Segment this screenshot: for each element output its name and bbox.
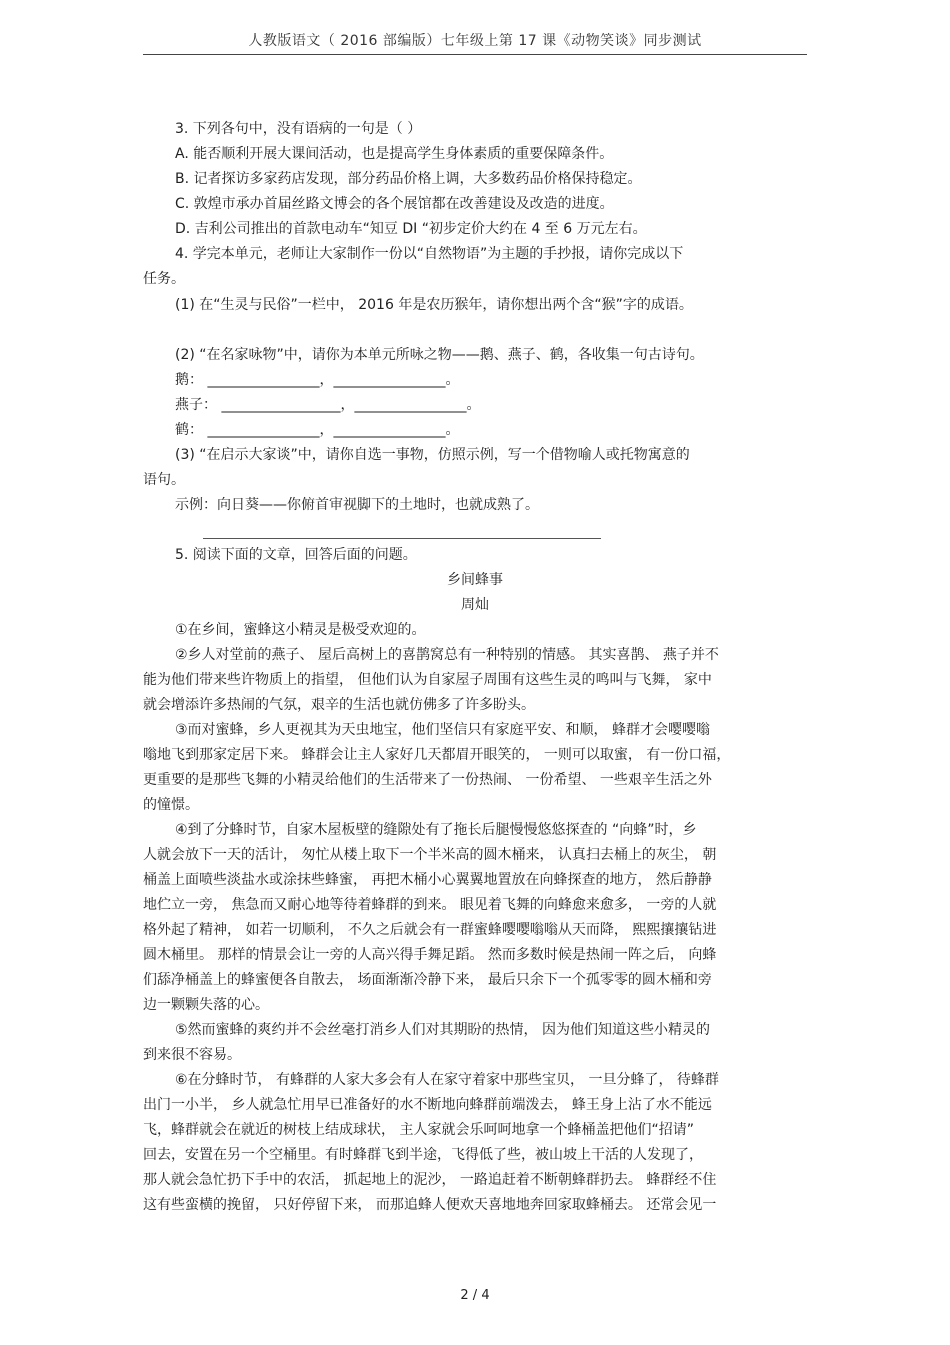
example-line: 示例：向日葵——你俯首审视脚下的土地时，也就成熟了。 bbox=[175, 497, 539, 513]
blank-swallow: 燕子： _________________，________________。 bbox=[175, 397, 481, 413]
paragraph-line: ⑥在分蜂时节， 有蜂群的人家大多会有人在家守着家中那些宝贝， 一旦分蜂了， 待蜂群 bbox=[175, 1072, 719, 1088]
paragraph-line: 格外起了精神， 如若一切顺利， 不久之后就会有一群蜜蜂嘤嘤嗡嗡从天而降， 熙熙攘攘钻进 bbox=[143, 922, 717, 938]
page-number: 2 / 4 bbox=[460, 1288, 490, 1303]
paragraph-line: 能为他们带来些许物质上的指望， 但他们认为自家屋子周围有这些生灵的鸣叫与飞舞， 家中 bbox=[143, 672, 712, 688]
blank-crane: 鹤： ________________，________________。 bbox=[175, 422, 460, 438]
paragraph-line: 的憧憬。 bbox=[143, 797, 199, 813]
paragraph-line: ①在乡间，蜜蜂这小精灵是极受欢迎的。 bbox=[175, 622, 426, 638]
article-title: 乡间蜂事 bbox=[447, 572, 503, 588]
paragraph-line: 到来很不容易。 bbox=[143, 1047, 241, 1063]
paragraph-line: 地伫立一旁， 焦急而又耐心地等待着蜂群的到来。 眼见着飞舞的向蜂愈来愈多， 一旁的人就 bbox=[143, 897, 717, 913]
task-2: (2) “在名家咏物”中，请你为本单元所咏之物——鹅、燕子、鹤，各收集一句古诗句。 bbox=[175, 347, 704, 363]
option-a: A. 能否顺利开展大课间活动，也是提高学生身体素质的重要保障条件。 bbox=[175, 146, 614, 162]
paragraph-line: 嗡地飞到那家定居下来。 蜂群会让主人家好几天都眉开眼笑的， 一则可以取蜜， 有一份口福， bbox=[143, 747, 731, 763]
task-1: (1) 在“生灵与民俗”一栏中， 2016 年是农历猴年，请你想出两个含“猴”字的成语。 bbox=[175, 297, 693, 313]
paragraph-line: 这有些蛮横的挽留， 只好停留下来， 而那追蜂人便欢天喜地地奔回家取蜂桶去。 还常会见一 bbox=[143, 1197, 717, 1213]
paragraph-line: 人就会放下一天的活计， 匆忙从楼上取下一个半米高的圆木桶来， 认真扫去桶上的灰尘， 朝 bbox=[143, 847, 717, 863]
question-4: 4. 学完本单元，老师让大家制作一份以“自然物语”为主题的手抄报，请你完成以下 bbox=[175, 246, 684, 262]
article-author: 周灿 bbox=[461, 597, 489, 613]
paragraph-line: 出门一小半， 乡人就急忙用早已准备好的水不断地向蜂群前端泼去， 蜂王身上沾了水不能远 bbox=[143, 1097, 712, 1113]
paragraph-line: 们舔净桶盖上的蜂蜜便各自散去， 场面渐渐冷静下来， 最后只余下一个孤零零的圆木桶和旁 bbox=[143, 972, 712, 988]
page-header: 人教版语文（ 2016 部编版）七年级上第 17 课《动物笑谈》同步测试 bbox=[248, 33, 702, 49]
paragraph-line: 桶盖上面喷些淡盐水或涂抹些蜂蜜， 再把木桶小心翼翼地置放在向蜂探查的地方， 然后静静 bbox=[143, 872, 712, 888]
header-divider bbox=[143, 54, 807, 55]
paragraph-line: ④到了分蜂时节，自家木屋板壁的缝隙处有了拖长后腿慢慢悠悠探查的 “向蜂”时，乡 bbox=[175, 822, 697, 838]
task-3-cont: 语句。 bbox=[143, 472, 185, 488]
answer-line bbox=[203, 538, 601, 539]
option-c: C. 敦煌市承办首届丝路文博会的各个展馆都在改善建设及改造的进度。 bbox=[175, 196, 614, 212]
paragraph-line: 边一颗颗失落的心。 bbox=[143, 997, 269, 1013]
paragraph-line: ③而对蜜蜂，乡人更视其为天虫地宝，他们坚信只有家庭平安、和顺， 蜂群才会嘤嘤嗡 bbox=[175, 722, 710, 738]
question-5: 5. 阅读下面的文章，回答后面的问题。 bbox=[175, 547, 417, 563]
option-d: D. 吉利公司推出的首款电动车“知豆 DI “初步定价大约在 4 至 6 万元左右。 bbox=[175, 221, 647, 237]
paragraph-line: 更重要的是那些飞舞的小精灵给他们的生活带来了一份热闹、 一份希望、 一些艰辛生活之外 bbox=[143, 772, 712, 788]
task-3: (3) “在启示大家谈”中，请你自选一事物，仿照示例，写一个借物喻人或托物寓意的 bbox=[175, 447, 690, 463]
paragraph-line: ⑤然而蜜蜂的爽约并不会丝毫打消乡人们对其期盼的热情， 因为他们知道这些小精灵的 bbox=[175, 1022, 710, 1038]
paragraph-line: 那人就会急忙扔下手中的农活， 抓起地上的泥沙， 一路追赶着不断朝蜂群扔去。 蜂群经不住 bbox=[143, 1172, 717, 1188]
blank-goose: 鹅： ________________，________________。 bbox=[175, 372, 460, 388]
option-b: B. 记者探访多家药店发现，部分药品价格上调，大多数药品价格保持稳定。 bbox=[175, 171, 642, 187]
paragraph-line: 飞，蜂群就会在就近的树枝上结成球状， 主人家就会乐呵呵地拿一个蜂桶盖把他们“招请” bbox=[143, 1122, 694, 1138]
question-4-cont: 任务。 bbox=[143, 271, 185, 287]
paragraph-line: 圆木桶里。 那样的情景会让一旁的人高兴得手舞足蹈。 然而多数时候是热闹一阵之后， 向蜂 bbox=[143, 947, 717, 963]
question-3: 3. 下列各句中，没有语病的一句是（ ） bbox=[175, 121, 422, 137]
paragraph-line: 就会增添许多热闹的气氛，艰辛的生活也就仿佛多了许多盼头。 bbox=[143, 697, 535, 713]
paragraph-line: ②乡人对堂前的燕子、 屋后高树上的喜鹊窝总有一种特别的情感。 其实喜鹊、 燕子并不 bbox=[175, 647, 719, 663]
paragraph-line: 回去，安置在另一个空桶里。有时蜂群飞到半途，飞得低了些，被山坡上干活的人发现了， bbox=[143, 1147, 703, 1163]
